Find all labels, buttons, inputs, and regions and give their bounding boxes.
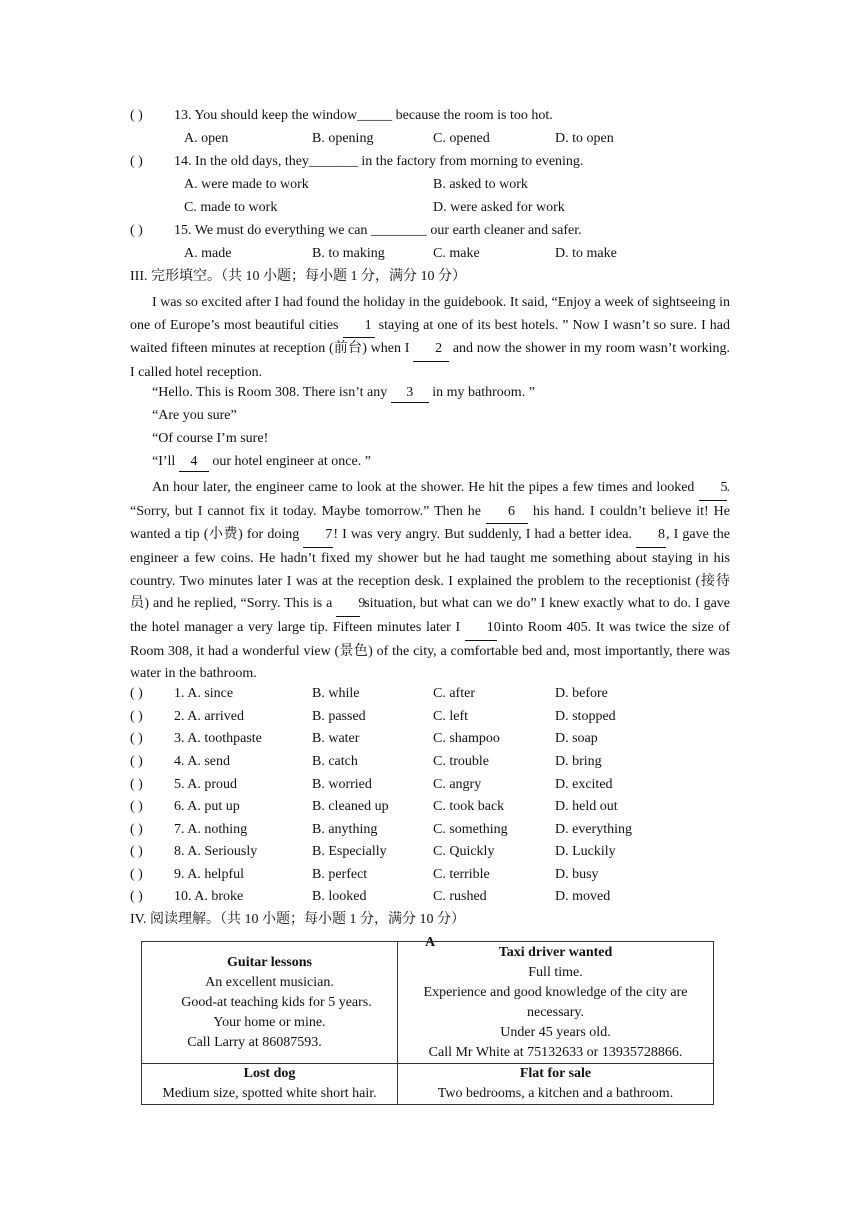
cloze-blank-4: 4 — [179, 454, 209, 472]
option-d: D. everything — [555, 821, 632, 837]
option-c: C. rushed — [433, 889, 487, 905]
cloze-option-row — [130, 889, 730, 912]
option-c: C. terrible — [433, 866, 490, 882]
option-c: C. trouble — [433, 753, 489, 769]
option-a: 3. A. toothpaste — [174, 731, 262, 747]
ad-title: Flat for sale — [519, 1066, 592, 1081]
cloze-options-list — [130, 686, 730, 912]
option-b: B. cleaned up — [312, 799, 389, 815]
option-c: C. make — [433, 246, 480, 261]
option-c: C. took back — [433, 799, 505, 815]
ad-lost-dog — [142, 1064, 398, 1105]
option-a: 10. A. broke — [174, 889, 244, 905]
section-title-reading: IV. 阅读理解。（共 10 小题；每小题 1 分，满分 10 分） — [130, 912, 465, 928]
option-a: 9. A. helpful — [174, 866, 244, 882]
option-b: B. Especially — [312, 844, 387, 860]
cloze-blank-10: 10 — [465, 617, 497, 641]
cloze-option-row — [130, 844, 730, 867]
ad-line: An excellent musician. — [205, 974, 334, 990]
cloze-blank-8: 8 — [636, 524, 666, 548]
cloze-option-row — [130, 709, 730, 732]
answer-bracket[interactable]: ( ) — [130, 821, 143, 837]
dialogue-line-2: “Are you sure” — [152, 407, 237, 423]
answer-bracket[interactable]: ( ) — [130, 844, 143, 860]
option-b: B. water — [312, 731, 360, 747]
ad-line: Medium size, spotted white short hair. — [162, 1086, 377, 1101]
answer-bracket[interactable]: ( ) — [130, 108, 143, 123]
cloze-option-row — [130, 731, 730, 754]
ad-line: Experience and good knowledge of the city are — [423, 984, 688, 1000]
option-a: 2. A. arrived — [174, 708, 244, 724]
dialogue-line-3: “Of course I’m sure! — [152, 430, 269, 446]
cloze-option-row — [130, 777, 730, 800]
answer-bracket[interactable]: ( ) — [130, 154, 143, 169]
cloze-option-row — [130, 799, 730, 822]
option-c: C. shampoo — [433, 731, 500, 747]
ad-line: Call Larry at 86087593. — [187, 1034, 322, 1050]
answer-bracket[interactable]: ( ) — [130, 866, 143, 882]
answer-bracket[interactable]: ( ) — [130, 799, 143, 815]
option-b: B. looked — [312, 889, 367, 905]
question-14-options-row2 — [130, 200, 730, 223]
question-14 — [130, 154, 730, 177]
question-13 — [130, 108, 730, 131]
ad-guitar-lessons — [142, 942, 398, 1064]
option-a: A. were made to work — [184, 177, 309, 192]
option-b: B. to making — [312, 246, 385, 261]
cloze-option-row — [130, 867, 730, 890]
option-b: B. catch — [312, 753, 358, 769]
option-a: 7. A. nothing — [174, 821, 248, 837]
cloze-option-row — [130, 822, 730, 845]
ad-line: Full time. — [528, 964, 583, 980]
answer-bracket[interactable]: ( ) — [130, 753, 143, 769]
question-stem: 13. You should keep the window_____ because the room is too hot. — [174, 108, 553, 123]
option-d: D. to make — [555, 246, 617, 261]
cloze-blank-9: 9 — [336, 593, 360, 617]
answer-bracket[interactable]: ( ) — [130, 708, 143, 724]
cloze-paragraph-2: An hour later, the engineer came to look at the shower. He hit the pipes a few times and looked 5. “Sorry, but I cannot fix it today. Maybe tomorrow.” Then he 6 his hand. I couldn’t believe it! He wanted a tip (小费) for doing 7! I was very angry. But suddenly, I had a better idea. 8, I gave the engineer a few coins. He hadn’t fixed my shower but he had taught me something about staying in his country. Two minutes later I was at the reception desk. I explained the problem to the receptionist (接待员) and he replied, “Sorry. This is a 9 situation, but what can we do” I knew exactly what to do. I gave the hotel manager a very large tip. Fifteen minutes later I 10 into Room 405. It was twice the size of Room 308, it had a wonderful view (景色) of the city, a comfortable bed and, most importantly, there was water in the bathroom. — [130, 477, 730, 686]
option-d: D. stopped — [555, 708, 616, 724]
option-c: C. something — [433, 821, 508, 837]
option-c: C. left — [433, 708, 468, 724]
option-b: B. while — [312, 686, 360, 702]
option-b: B. worried — [312, 776, 372, 792]
option-a: 4. A. send — [174, 753, 230, 769]
option-a: 5. A. proud — [174, 776, 237, 792]
option-c: C. after — [433, 686, 475, 702]
option-c: C. Quickly — [433, 844, 495, 860]
answer-bracket[interactable]: ( ) — [130, 731, 143, 747]
option-b: B. opening — [312, 131, 374, 146]
ad-taxi-driver-wanted — [398, 942, 714, 1064]
ad-line: Call Mr White at 75132633 or 13935728866. — [428, 1044, 683, 1060]
question-15 — [130, 223, 730, 246]
dialogue-line-4: “I’ll 4 our hotel engineer at once. ” — [130, 454, 730, 477]
ad-line: Under 45 years old. — [500, 1024, 611, 1040]
ad-line: Your home or mine. — [213, 1014, 326, 1030]
question-14-options-row1 — [130, 177, 730, 200]
cloze-blank-3: 3 — [391, 385, 429, 403]
option-c: C. made to work — [184, 200, 278, 215]
section-title-cloze: III. 完形填空。（共 10 小题；每小题 1 分，满分 10 分） — [130, 269, 466, 284]
cloze-option-row — [130, 686, 730, 709]
question-stem: 14. In the old days, they_______ in the factory from morning to evening. — [174, 154, 584, 169]
ad-title: Guitar lessons — [227, 954, 312, 970]
option-d: D. soap — [555, 731, 598, 747]
cloze-blank-2: 2 — [413, 338, 449, 362]
option-d: D. excited — [555, 776, 613, 792]
question-15-options — [130, 246, 730, 269]
question-13-options — [130, 131, 730, 154]
option-a: A. made — [184, 246, 232, 261]
cloze-blank-7: 7 — [303, 524, 333, 548]
option-c: C. opened — [433, 131, 490, 146]
option-b: B. passed — [312, 708, 366, 724]
option-d: D. moved — [555, 889, 611, 905]
cloze-blank-6: 6 — [486, 501, 528, 525]
option-d: D. to open — [555, 131, 614, 146]
answer-bracket[interactable]: ( ) — [130, 223, 143, 238]
ad-title: Taxi driver wanted — [498, 944, 613, 960]
option-a: 8. A. Seriously — [174, 844, 258, 860]
option-d: D. were asked for work — [433, 200, 565, 215]
cloze-blank-1: 1 — [343, 315, 375, 339]
cloze-option-row — [130, 754, 730, 777]
question-stem: 15. We must do everything we can ________ our earth cleaner and safer. — [174, 223, 582, 238]
answer-bracket[interactable]: ( ) — [130, 889, 143, 905]
ad-title: Lost dog — [243, 1066, 296, 1081]
option-d: D. busy — [555, 866, 599, 882]
option-b: B. perfect — [312, 866, 368, 882]
option-a: A. open — [184, 131, 229, 146]
cloze-paragraph-1: I was so excited after I had found the holiday in the guidebook. It said, “Enjoy a week of sightseeing in one of Europe’s most beautiful cities 1 staying at one of its best hotels. ” Now I wasn’t so sure. I had waited fifteen minutes at reception (前台) when I 2 and now the shower in my room wasn’t working. I called hotel reception. — [130, 295, 731, 381]
reading-part-label: A — [424, 935, 436, 951]
ad-line: necessary. — [526, 1004, 584, 1020]
option-d: D. before — [555, 686, 608, 702]
option-c: C. angry — [433, 776, 482, 792]
ad-flat-for-sale — [398, 1064, 714, 1105]
option-a: 6. A. put up — [174, 799, 240, 815]
answer-bracket[interactable]: ( ) — [130, 686, 143, 702]
dialogue-line-1: “Hello. This is Room 308. There isn’t any 3 in my bathroom. ” — [130, 385, 730, 408]
cloze-blank-5: 5 — [699, 477, 727, 501]
worksheet-page — [130, 108, 730, 953]
answer-bracket[interactable]: ( ) — [130, 776, 143, 792]
option-d: D. Luckily — [555, 844, 616, 860]
option-d: D. held out — [555, 799, 618, 815]
ads-table — [141, 941, 714, 1105]
option-b: B. asked to work — [433, 177, 528, 192]
ad-line: Two bedrooms, a kitchen and a bathroom. — [437, 1086, 674, 1101]
option-d: D. bring — [555, 753, 602, 769]
option-b: B. anything — [312, 821, 378, 837]
option-a: 1. A. since — [174, 686, 234, 702]
ad-line: Good-at teaching kids for 5 years. — [181, 994, 372, 1010]
